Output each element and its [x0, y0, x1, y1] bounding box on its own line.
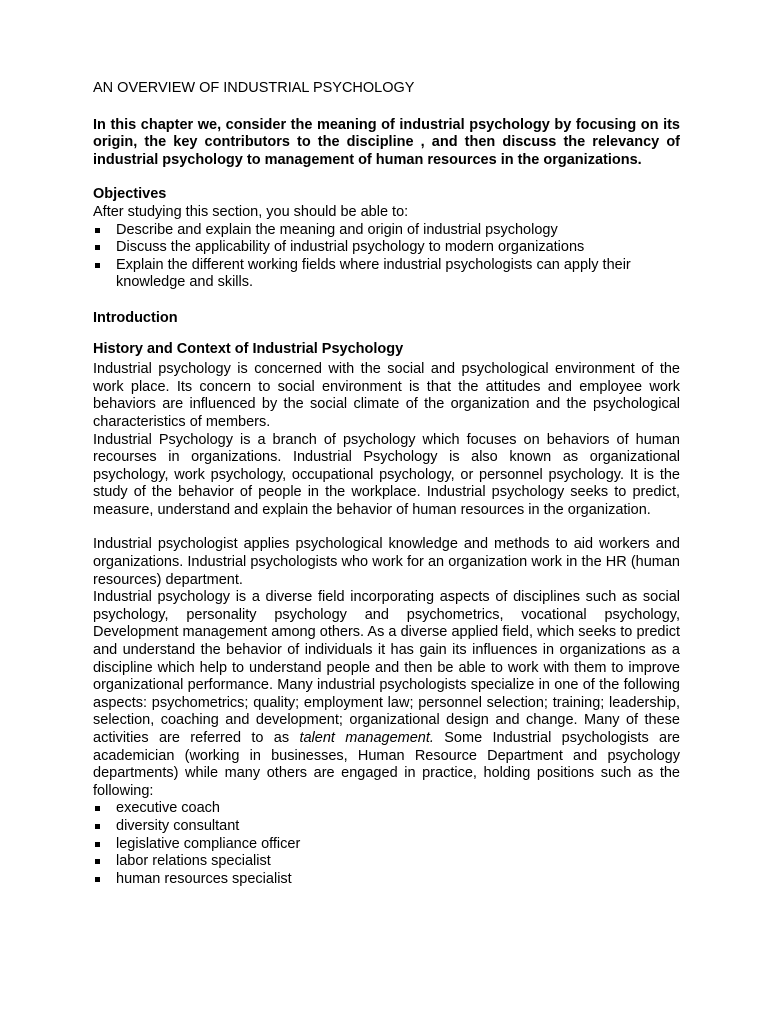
objective-item: Discuss the applicability of industrial psychology to modern organizations — [93, 239, 680, 257]
history-paragraph-2: Industrial Psychology is a branch of psychology which focuses on behaviors of human recourses in organizations. Industrial Psychology is also known as organizational psychology, work psychology, occupational psychology, or personnel psychology. It is the study of the behavior of people in the workplace. Industrial psychology seeks to predict, measure, understand and explain the behavior of human resources in the organization. — [93, 431, 680, 518]
objective-item: Describe and explain the meaning and origin of industrial psychology — [93, 222, 680, 240]
history-paragraph-1: Industrial psychology is concerned with the social and psychological environment of the work place. Its concern to social environment is that the attitudes and employee work behaviors are influenced by the social climate of the organization and the psychological characteristics of members. — [93, 361, 680, 430]
diverse-text-after: Some Industrial psychologists are academician (working in businesses, Human Resource Department and psychology departments) while many others are engaged in practice, holding positions such as the following: — [93, 730, 680, 799]
objectives-list — [93, 222, 680, 292]
objectives-lead: After studying this section, you should be able to: — [93, 203, 409, 220]
history-heading: History and Context of Industrial Psychology — [93, 340, 404, 357]
position-item: diversity consultant — [93, 818, 680, 836]
introduction-heading: Introduction — [93, 309, 178, 326]
history-paragraph-4 — [93, 589, 680, 800]
diverse-text-before: Industrial psychology is a diverse field incorporating aspects of disciplines such as social psychology, personality psychology and psychometrics, vocational psychology, Development management among others. As a diverse applied field, which seeks to predict and understand the behavior of individuals it has gain its influences in organizations as a discipline which help to understand people and then be able to work with them to improve organizational performance. Many industrial psychologists specialize in one of the following aspects: psychometrics; quality; employment law; personnel selection; training; leadership, selection, coaching and development; organizational design and change. Many of these activities are referred to as — [93, 589, 680, 746]
talent-management-term: talent management. — [299, 730, 434, 746]
position-item: executive coach — [93, 800, 680, 818]
position-item: human resources specialist — [93, 871, 680, 889]
document-title: AN OVERVIEW OF INDUSTRIAL PSYCHOLOGY — [93, 80, 415, 96]
objective-item: Explain the different working fields where industrial psychologists can apply their knowledge and skills. — [93, 257, 680, 292]
position-item: labor relations specialist — [93, 853, 680, 871]
chapter-intro: In this chapter we, consider the meaning of industrial psychology by focusing on its origin, the key contributors to the discipline , and then discuss the relevancy of industrial psychology to management of human resources in the organizations. — [93, 116, 680, 168]
objectives-heading: Objectives — [93, 186, 167, 203]
history-paragraph-3: Industrial psychologist applies psychological knowledge and methods to aid workers and organizations. Industrial psychologists who work for an organization work in the HR (human resources) department. — [93, 536, 680, 588]
positions-list — [93, 800, 680, 888]
position-item: legislative compliance officer — [93, 836, 680, 854]
